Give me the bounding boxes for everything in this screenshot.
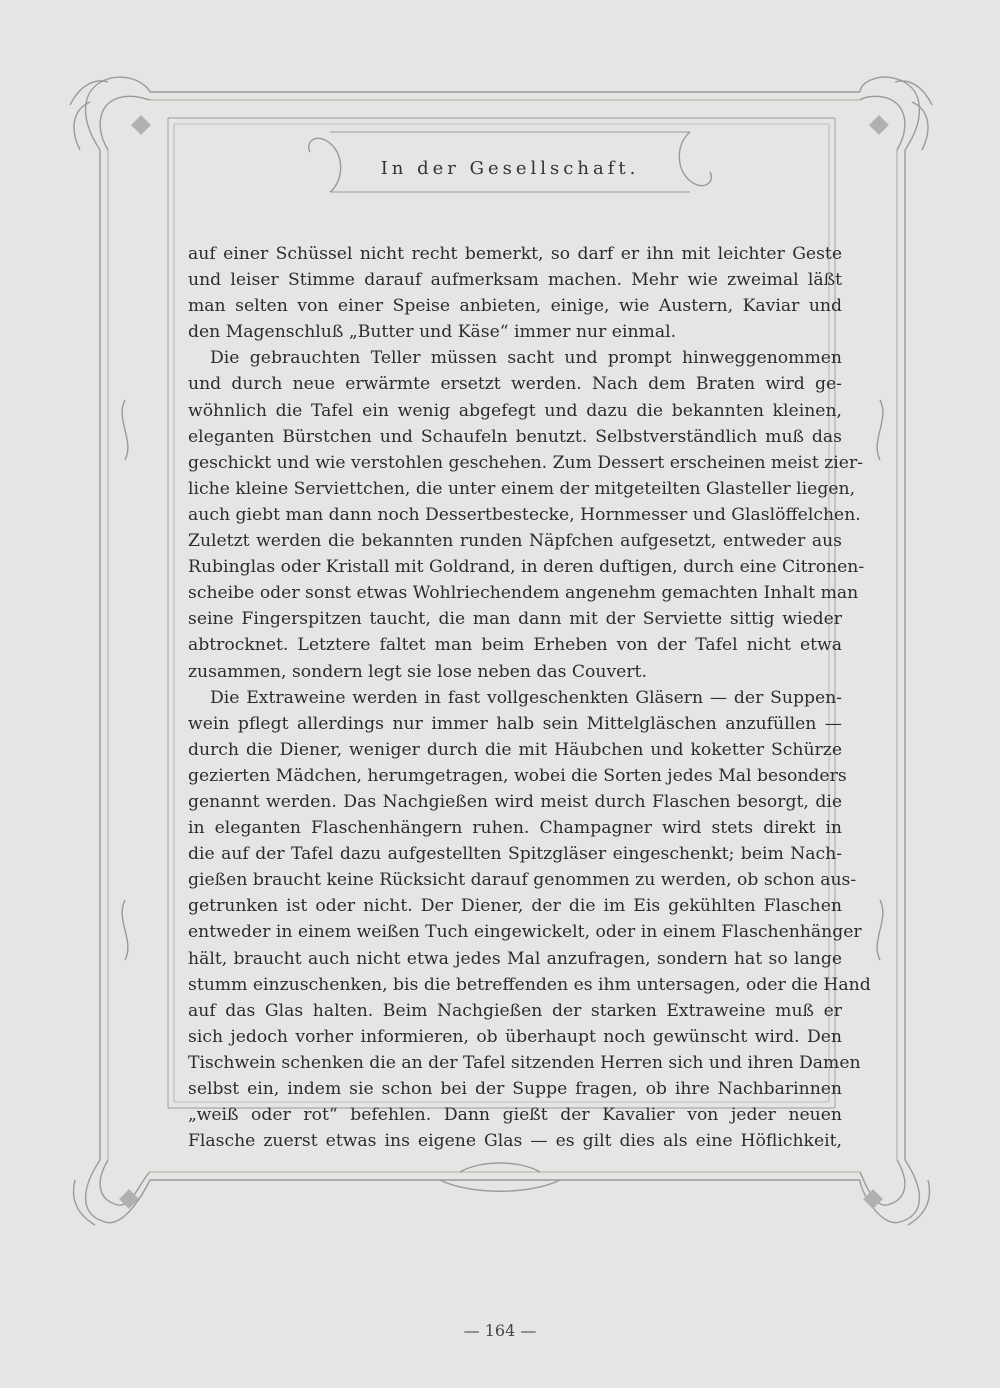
corner-scroll-tl: [70, 77, 150, 150]
text-line: Tischwein schenken die an der Tafel sitzenden Herren sich und ihren Damen: [188, 1052, 861, 1073]
side-ornament-left: [122, 400, 128, 960]
text-line: sich jedoch vorher informieren, ob überhaupt noch gewünscht wird. Den: [188, 1026, 842, 1047]
text-line: und durch neue erwärmte ersetzt werden. Nach dem Braten wird ge-: [188, 374, 842, 395]
text-line: zusammen, sondern legt sie lose neben das Couvert.: [188, 661, 647, 682]
text-line: gießen braucht keine Rücksicht darauf genommen zu werden, ob schon aus-: [188, 870, 857, 891]
text-line: gezierten Mädchen, herumgetragen, wobei die Sorten jedes Mal besonders: [188, 765, 847, 786]
text-line: entweder in einem weißen Tuch eingewickelt, oder in einem Flaschenhänger: [188, 922, 862, 943]
text-line: getrunken ist oder nicht. Der Diener, der die im Eis gekühlten Flaschen: [188, 896, 842, 917]
text-line: Flasche zuerst etwas ins eigene Glas — es gilt dies als eine Höflichkeit,: [188, 1131, 842, 1152]
text-line: abtrocknet. Letztere faltet man beim Erheben von der Tafel nicht etwa: [188, 635, 842, 656]
text-line: und leiser Stimme darauf aufmerksam machen. Mehr wie zweimal läßt: [188, 270, 842, 291]
corner-scroll-tr: [860, 77, 932, 150]
text-line: Die Extraweine werden in fast vollgeschenkten Gläsern — der Suppen-: [210, 687, 842, 708]
paragraph: [188, 345, 865, 684]
text-line: auf das Glas halten. Beim Nachgießen der starken Extraweine muß er: [188, 1000, 842, 1021]
text-line: auf einer Schüssel nicht recht bemerkt, so darf er ihn mit leichter Geste: [188, 244, 842, 264]
text-line: auch giebt man dann noch Dessertbestecke, Hornmesser und Glaslöffelchen.: [188, 504, 861, 525]
text-line: in eleganten Flaschenhängern ruhen. Champagner wird stets direkt in: [188, 818, 842, 839]
text-line: die auf der Tafel dazu aufgestellten Spitzgläser eingeschenkt; beim Nach-: [188, 844, 842, 865]
corner-rosette-tl: [131, 115, 151, 135]
text-line: stumm einzuschenken, bis die betreffenden es ihm untersagen, oder die Hand: [188, 974, 871, 995]
text-line: wein pflegt allerdings nur immer halb sein Mittelgläschen anzufüllen —: [188, 713, 842, 734]
text-line: genannt werden. Das Nachgießen wird meist durch Flaschen besorgt, die: [188, 791, 842, 812]
paragraph: [188, 241, 842, 345]
text-line: durch die Diener, weniger durch die mit Häubchen und koketter Schürze: [188, 739, 842, 760]
corner-rosette-tr: [869, 115, 889, 135]
text-line: „weiß oder rot“ befehlen. Dann gießt der Kavalier von jeder neuen: [188, 1105, 842, 1126]
bottom-center-ornament: [440, 1163, 560, 1191]
text-line: eleganten Bürstchen und Schaufeln benutzt. Selbstverständlich muß das: [188, 426, 842, 447]
text-line: man selten von einer Speise anbieten, einige, wie Austern, Kaviar und: [188, 296, 842, 317]
text-line: hält, braucht auch nicht etwa jedes Mal anzufragen, sondern hat so lange: [188, 948, 842, 969]
text-line: Die gebrauchten Teller müssen sacht und prompt hinweggenommen: [210, 348, 842, 369]
corner-scroll-bl: [74, 1160, 150, 1225]
page-number: — 164 —: [463, 1321, 537, 1340]
paragraph: [188, 685, 871, 1155]
text-line: Rubinglas oder Kristall mit Goldrand, in deren duftigen, durch eine Citronen-: [188, 557, 865, 578]
text-line: Zuletzt werden die bekannten runden Näpfchen aufgesetzt, entweder aus: [188, 531, 842, 552]
text-line: liche kleine Serviettchen, die unter einem der mitgeteilten Glasteller liegen,: [188, 478, 856, 499]
side-ornament-right: [877, 400, 883, 960]
text-line: seine Fingerspitzen taucht, die man dann mit der Serviette sittig wieder: [188, 609, 842, 630]
text-line: geschickt und wie verstohlen geschehen. Zum Dessert erscheinen meist zier-: [188, 452, 863, 473]
text-line: selbst ein, indem sie schon bei der Suppe fragen, ob ihre Nachbarinnen: [188, 1079, 842, 1099]
body-text: [188, 241, 871, 1154]
text-line: den Magenschluß „Butter und Käse“ immer nur einmal.: [188, 322, 677, 343]
text-line: wöhnlich die Tafel ein wenig abgefegt und dazu die bekannten kleinen,: [188, 400, 842, 421]
text-line: scheibe oder sonst etwas Wohlriechendem angenehm gemachten Inhalt man: [188, 583, 859, 604]
running-head: In der Gesellschaft.: [380, 158, 640, 179]
corner-rosette-br: [863, 1189, 883, 1209]
